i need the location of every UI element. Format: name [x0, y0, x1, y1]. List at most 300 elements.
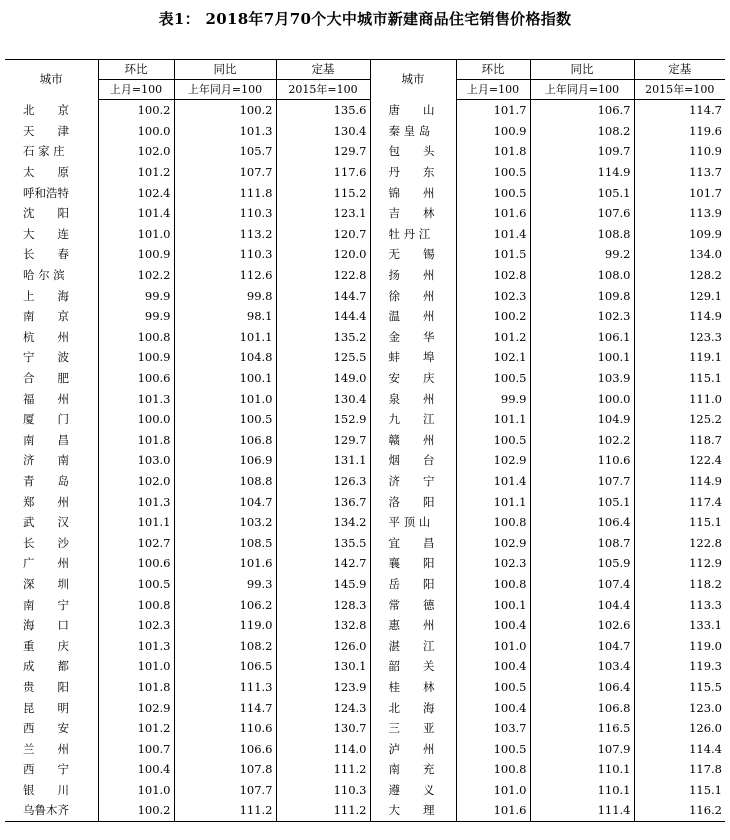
table-row [5, 512, 725, 533]
table-row [5, 532, 725, 553]
cell-city-left: 长 沙 [23, 535, 69, 550]
cell-base-left: 129.7 [276, 141, 370, 162]
cell-base-right: 119.6 [634, 121, 725, 142]
cell-city-right: 泉 州 [370, 388, 456, 409]
cell-city-right: 平 顶 山 [370, 512, 456, 533]
table-row [5, 471, 725, 492]
cell-base-right: 115.1 [634, 512, 725, 533]
cell-city-left: 西 安 [23, 721, 69, 736]
cell-city-right: 金 华 [370, 327, 456, 348]
table-row [5, 615, 725, 636]
table-row [5, 553, 725, 574]
cell-mom-right: 101.5 [456, 244, 530, 265]
cell-city-right: 九 江 [370, 409, 456, 430]
cell-base-left: 142.7 [276, 553, 370, 574]
cell-yoy-left: 101.1 [174, 327, 276, 348]
cell-city-left: 南 京 [23, 309, 69, 324]
cell-base-left: 111.2 [276, 759, 370, 780]
cell-city-left: 西 宁 [23, 762, 69, 777]
cell-city-left: 天 津 [23, 123, 69, 138]
cell-yoy-left: 99.3 [174, 574, 276, 595]
cell-yoy-left: 106.6 [174, 738, 276, 759]
cell-yoy-right: 99.2 [530, 244, 634, 265]
cell-mom-left: 102.0 [98, 141, 174, 162]
cell-city-left: 武 汉 [23, 515, 69, 530]
cell-mom-left: 101.2 [98, 718, 174, 739]
cell-city-right: 韶 关 [370, 656, 456, 677]
table-row [5, 697, 725, 718]
cell-mom-left: 102.2 [98, 265, 174, 286]
table-row [5, 327, 725, 348]
cell-yoy-right: 106.7 [530, 100, 634, 121]
cell-mom-right: 102.9 [456, 532, 530, 553]
cell-city-left: 长 春 [23, 247, 69, 262]
cell-base-right: 114.9 [634, 306, 725, 327]
cell-yoy-right: 105.1 [530, 491, 634, 512]
cell-mom-left: 101.3 [98, 388, 174, 409]
cell-base-left: 111.2 [276, 800, 370, 821]
cell-yoy-left: 111.8 [174, 182, 276, 203]
cell-yoy-left: 111.3 [174, 677, 276, 698]
cell-base-left: 130.7 [276, 718, 370, 739]
subheader-base-left: 2015年=100 [276, 80, 370, 100]
cell-yoy-right: 104.7 [530, 635, 634, 656]
cell-mom-right: 101.7 [456, 100, 530, 121]
table-row [5, 800, 725, 821]
cell-mom-right: 102.3 [456, 553, 530, 574]
cell-mom-right: 103.7 [456, 718, 530, 739]
cell-base-left: 132.8 [276, 615, 370, 636]
cell-mom-left: 100.0 [98, 121, 174, 142]
table-row [5, 738, 725, 759]
cell-city-right: 洛 阳 [370, 491, 456, 512]
cell-base-left: 152.9 [276, 409, 370, 430]
cell-yoy-right: 110.6 [530, 450, 634, 471]
cell-city-right: 丹 东 [370, 162, 456, 183]
cell-mom-left: 101.0 [98, 224, 174, 245]
cell-base-left: 135.2 [276, 327, 370, 348]
cell-city-left: 广 州 [23, 556, 69, 571]
cell-yoy-left: 113.2 [174, 224, 276, 245]
cell-yoy-right: 107.7 [530, 471, 634, 492]
cell-yoy-left: 107.8 [174, 759, 276, 780]
cell-yoy-left: 100.5 [174, 409, 276, 430]
cell-city-left: 银 川 [23, 782, 69, 797]
cell-city-right: 泸 州 [370, 738, 456, 759]
cell-base-right: 116.2 [634, 800, 725, 821]
cell-mom-left: 100.8 [98, 327, 174, 348]
cell-mom-left: 99.9 [98, 285, 174, 306]
table-row [5, 182, 725, 203]
cell-mom-right: 100.8 [456, 574, 530, 595]
cell-yoy-left: 99.8 [174, 285, 276, 306]
cell-base-left: 129.7 [276, 430, 370, 451]
cell-mom-left: 103.0 [98, 450, 174, 471]
cell-mom-right: 101.4 [456, 471, 530, 492]
table-row [5, 450, 725, 471]
cell-yoy-right: 105.1 [530, 182, 634, 203]
subheader-yoy-right: 上年同月=100 [530, 80, 634, 100]
cell-city-left: 北 京 [23, 103, 69, 118]
cell-yoy-right: 106.1 [530, 327, 634, 348]
cell-mom-right: 101.1 [456, 409, 530, 430]
table-row [5, 656, 725, 677]
cell-city-right: 唐 山 [370, 100, 456, 121]
cell-yoy-left: 103.2 [174, 512, 276, 533]
cell-base-right: 122.8 [634, 532, 725, 553]
cell-mom-left: 100.9 [98, 347, 174, 368]
cell-mom-right: 101.2 [456, 327, 530, 348]
cell-city-right: 北 海 [370, 697, 456, 718]
table-row [5, 574, 725, 595]
cell-base-left: 130.4 [276, 388, 370, 409]
cell-base-right: 101.7 [634, 182, 725, 203]
cell-city-left: 南 昌 [23, 432, 69, 447]
cell-yoy-right: 108.7 [530, 532, 634, 553]
cell-city-right: 赣 州 [370, 430, 456, 451]
cell-base-left: 134.2 [276, 512, 370, 533]
cell-base-left: 123.9 [276, 677, 370, 698]
table-row [5, 306, 725, 327]
cell-mom-right: 99.9 [456, 388, 530, 409]
cell-mom-right: 100.5 [456, 182, 530, 203]
cell-base-right: 111.0 [634, 388, 725, 409]
cell-base-left: 149.0 [276, 368, 370, 389]
table-row [5, 121, 725, 142]
cell-city-right: 岳 阳 [370, 574, 456, 595]
cell-mom-right: 101.0 [456, 635, 530, 656]
cell-mom-left: 100.0 [98, 409, 174, 430]
cell-base-right: 109.9 [634, 224, 725, 245]
cell-city-left: 沈 阳 [23, 206, 69, 221]
cell-city-left: 深 圳 [23, 576, 69, 591]
cell-mom-right: 101.0 [456, 780, 530, 801]
cell-city-left: 合 肥 [23, 371, 69, 386]
cell-mom-right: 100.2 [456, 306, 530, 327]
cell-yoy-right: 107.6 [530, 203, 634, 224]
cell-base-right: 119.0 [634, 635, 725, 656]
cell-base-right: 118.7 [634, 430, 725, 451]
cell-yoy-right: 100.1 [530, 347, 634, 368]
cell-mom-right: 100.4 [456, 615, 530, 636]
cell-base-right: 125.2 [634, 409, 725, 430]
cell-mom-right: 100.1 [456, 594, 530, 615]
cell-yoy-left: 110.3 [174, 244, 276, 265]
cell-mom-left: 102.3 [98, 615, 174, 636]
header-city-left: 城市 [5, 60, 98, 100]
cell-base-left: 131.1 [276, 450, 370, 471]
cell-mom-left: 101.8 [98, 677, 174, 698]
table-row [5, 677, 725, 698]
table-row [5, 388, 725, 409]
cell-base-right: 123.0 [634, 697, 725, 718]
cell-city-left: 昆 明 [23, 700, 69, 715]
cell-city-left: 济 南 [23, 453, 69, 468]
cell-mom-left: 102.4 [98, 182, 174, 203]
cell-city-left: 大 连 [23, 226, 69, 241]
cell-base-left: 126.3 [276, 471, 370, 492]
cell-base-left: 117.6 [276, 162, 370, 183]
header-city-right: 城市 [370, 60, 456, 100]
cell-mom-right: 100.5 [456, 430, 530, 451]
cell-city-left: 重 庆 [23, 638, 69, 653]
cell-yoy-left: 106.9 [174, 450, 276, 471]
cell-mom-right: 100.5 [456, 677, 530, 698]
cell-city-left: 呼和浩特 [23, 185, 69, 200]
cell-mom-left: 100.4 [98, 759, 174, 780]
cell-mom-right: 101.4 [456, 224, 530, 245]
cell-city-left: 上 海 [23, 288, 69, 303]
cell-yoy-left: 108.2 [174, 635, 276, 656]
cell-yoy-left: 104.8 [174, 347, 276, 368]
cell-city-right: 吉 林 [370, 203, 456, 224]
table-row [5, 265, 725, 286]
cell-yoy-right: 104.4 [530, 594, 634, 615]
cell-base-left: 126.0 [276, 635, 370, 656]
cell-city-right: 遵 义 [370, 780, 456, 801]
cell-mom-right: 100.4 [456, 697, 530, 718]
cell-base-left: 122.8 [276, 265, 370, 286]
cell-yoy-right: 109.8 [530, 285, 634, 306]
cell-yoy-left: 100.1 [174, 368, 276, 389]
cell-mom-right: 101.6 [456, 800, 530, 821]
cell-yoy-left: 114.7 [174, 697, 276, 718]
cell-mom-left: 101.0 [98, 656, 174, 677]
cell-base-left: 125.5 [276, 347, 370, 368]
cell-city-right: 徐 州 [370, 285, 456, 306]
cell-base-left: 144.4 [276, 306, 370, 327]
cell-city-left: 兰 州 [23, 741, 69, 756]
cell-base-right: 113.3 [634, 594, 725, 615]
cell-yoy-right: 107.4 [530, 574, 634, 595]
cell-city-left: 南 宁 [23, 597, 69, 612]
cell-yoy-right: 108.0 [530, 265, 634, 286]
cell-base-right: 115.5 [634, 677, 725, 698]
cell-yoy-right: 102.6 [530, 615, 634, 636]
cell-mom-left: 100.2 [98, 100, 174, 121]
header-yoy-right: 同比 [530, 60, 634, 80]
cell-base-left: 128.3 [276, 594, 370, 615]
cell-yoy-right: 106.8 [530, 697, 634, 718]
cell-mom-left: 101.4 [98, 203, 174, 224]
cell-mom-right: 101.1 [456, 491, 530, 512]
cell-yoy-left: 110.6 [174, 718, 276, 739]
cell-base-right: 126.0 [634, 718, 725, 739]
cell-city-left: 杭 州 [23, 329, 69, 344]
cell-city-left: 贵 阳 [23, 679, 69, 694]
cell-city-right: 安 庆 [370, 368, 456, 389]
cell-mom-right: 102.1 [456, 347, 530, 368]
cell-city-right: 桂 林 [370, 677, 456, 698]
cell-city-right: 南 充 [370, 759, 456, 780]
cell-mom-left: 100.6 [98, 553, 174, 574]
cell-mom-left: 100.9 [98, 244, 174, 265]
subheader-yoy-left: 上年同月=100 [174, 80, 276, 100]
cell-city-left: 海 口 [23, 618, 69, 633]
cell-city-left: 青 岛 [23, 473, 69, 488]
cell-yoy-left: 119.0 [174, 615, 276, 636]
cell-base-left: 145.9 [276, 574, 370, 595]
cell-mom-right: 100.5 [456, 368, 530, 389]
cell-base-left: 135.6 [276, 100, 370, 121]
cell-base-right: 115.1 [634, 368, 725, 389]
cell-base-right: 113.9 [634, 203, 725, 224]
cell-mom-left: 102.7 [98, 532, 174, 553]
cell-mom-left: 102.9 [98, 697, 174, 718]
cell-base-left: 110.3 [276, 780, 370, 801]
cell-yoy-left: 112.6 [174, 265, 276, 286]
cell-base-left: 115.2 [276, 182, 370, 203]
cell-base-right: 117.8 [634, 759, 725, 780]
cell-city-right: 烟 台 [370, 450, 456, 471]
table-row [5, 162, 725, 183]
cell-yoy-left: 101.0 [174, 388, 276, 409]
cell-yoy-right: 107.9 [530, 738, 634, 759]
cell-base-right: 113.7 [634, 162, 725, 183]
cell-yoy-right: 108.8 [530, 224, 634, 245]
cell-base-right: 118.2 [634, 574, 725, 595]
cell-base-right: 114.4 [634, 738, 725, 759]
cell-yoy-right: 116.5 [530, 718, 634, 739]
cell-mom-left: 102.0 [98, 471, 174, 492]
cell-yoy-left: 111.2 [174, 800, 276, 821]
subheader-mom-left: 上月=100 [98, 80, 174, 100]
table-row [5, 100, 725, 121]
subheader-base-right: 2015年=100 [634, 80, 725, 100]
cell-mom-right: 101.8 [456, 141, 530, 162]
cell-yoy-right: 111.4 [530, 800, 634, 821]
cell-city-left: 宁 波 [23, 350, 69, 365]
table-body [5, 100, 725, 822]
cell-base-right: 119.3 [634, 656, 725, 677]
table-row [5, 347, 725, 368]
cell-yoy-right: 102.3 [530, 306, 634, 327]
cell-mom-left: 100.2 [98, 800, 174, 821]
cell-mom-right: 102.9 [456, 450, 530, 471]
cell-base-left: 130.4 [276, 121, 370, 142]
cell-base-left: 144.7 [276, 285, 370, 306]
cell-yoy-left: 100.2 [174, 100, 276, 121]
cell-yoy-left: 106.2 [174, 594, 276, 615]
cell-city-left: 成 都 [23, 659, 69, 674]
cell-mom-right: 102.3 [456, 285, 530, 306]
cell-base-right: 115.1 [634, 780, 725, 801]
cell-yoy-right: 106.4 [530, 677, 634, 698]
table-row [5, 224, 725, 245]
cell-base-right: 128.2 [634, 265, 725, 286]
cell-base-right: 129.1 [634, 285, 725, 306]
cell-mom-left: 101.0 [98, 780, 174, 801]
cell-yoy-right: 110.1 [530, 759, 634, 780]
cell-base-left: 124.3 [276, 697, 370, 718]
cell-city-right: 牡 丹 江 [370, 224, 456, 245]
cell-mom-left: 100.5 [98, 574, 174, 595]
cell-yoy-left: 104.7 [174, 491, 276, 512]
subheader-mom-right: 上月=100 [456, 80, 530, 100]
cell-city-right: 宜 昌 [370, 532, 456, 553]
cell-yoy-right: 106.4 [530, 512, 634, 533]
cell-mom-left: 101.8 [98, 430, 174, 451]
cell-city-left: 石 家 庄 [23, 144, 65, 159]
cell-city-left: 郑 州 [23, 494, 69, 509]
table-row [5, 141, 725, 162]
cell-base-left: 135.5 [276, 532, 370, 553]
cell-yoy-left: 107.7 [174, 162, 276, 183]
cell-city-right: 三 亚 [370, 718, 456, 739]
table-row [5, 203, 725, 224]
table-row [5, 635, 725, 656]
cell-base-left: 120.7 [276, 224, 370, 245]
cell-yoy-left: 110.3 [174, 203, 276, 224]
header-mom-right: 环比 [456, 60, 530, 80]
cell-base-right: 114.9 [634, 471, 725, 492]
cell-yoy-right: 104.9 [530, 409, 634, 430]
price-index-table [5, 59, 725, 822]
table-row [5, 368, 725, 389]
cell-mom-right: 100.5 [456, 162, 530, 183]
header-yoy-left: 同比 [174, 60, 276, 80]
cell-city-right: 惠 州 [370, 615, 456, 636]
cell-mom-left: 100.8 [98, 594, 174, 615]
cell-base-right: 134.0 [634, 244, 725, 265]
table-row [5, 759, 725, 780]
cell-city-right: 湛 江 [370, 635, 456, 656]
cell-city-right: 常 德 [370, 594, 456, 615]
header-base-left: 定基 [276, 60, 370, 80]
cell-base-right: 110.9 [634, 141, 725, 162]
cell-base-right: 114.7 [634, 100, 725, 121]
table-row [5, 780, 725, 801]
cell-yoy-left: 108.8 [174, 471, 276, 492]
cell-mom-left: 101.1 [98, 512, 174, 533]
cell-city-right: 温 州 [370, 306, 456, 327]
cell-yoy-left: 106.5 [174, 656, 276, 677]
cell-yoy-left: 105.7 [174, 141, 276, 162]
cell-yoy-left: 101.6 [174, 553, 276, 574]
cell-mom-left: 101.3 [98, 635, 174, 656]
table-title: 表1： 2018年7月70个大中城市新建商品住宅销售价格指数 [158, 10, 572, 28]
cell-city-right: 蚌 埠 [370, 347, 456, 368]
cell-mom-left: 100.7 [98, 738, 174, 759]
cell-mom-right: 101.6 [456, 203, 530, 224]
cell-yoy-left: 106.8 [174, 430, 276, 451]
cell-city-left: 福 州 [23, 391, 69, 406]
table-header [5, 60, 725, 100]
cell-city-right: 包 头 [370, 141, 456, 162]
cell-mom-right: 100.9 [456, 121, 530, 142]
cell-mom-left: 101.2 [98, 162, 174, 183]
cell-base-right: 133.1 [634, 615, 725, 636]
cell-base-right: 119.1 [634, 347, 725, 368]
cell-base-left: 130.1 [276, 656, 370, 677]
cell-base-right: 112.9 [634, 553, 725, 574]
table-row [5, 594, 725, 615]
cell-yoy-right: 103.4 [530, 656, 634, 677]
cell-base-left: 136.7 [276, 491, 370, 512]
cell-mom-left: 99.9 [98, 306, 174, 327]
cell-yoy-right: 110.1 [530, 780, 634, 801]
cell-base-right: 122.4 [634, 450, 725, 471]
header-base-right: 定基 [634, 60, 725, 80]
cell-yoy-left: 107.7 [174, 780, 276, 801]
cell-yoy-right: 109.7 [530, 141, 634, 162]
header-mom-left: 环比 [98, 60, 174, 80]
cell-base-left: 114.0 [276, 738, 370, 759]
table-row [5, 409, 725, 430]
cell-base-right: 123.3 [634, 327, 725, 348]
cell-yoy-right: 102.2 [530, 430, 634, 451]
cell-mom-left: 101.3 [98, 491, 174, 512]
